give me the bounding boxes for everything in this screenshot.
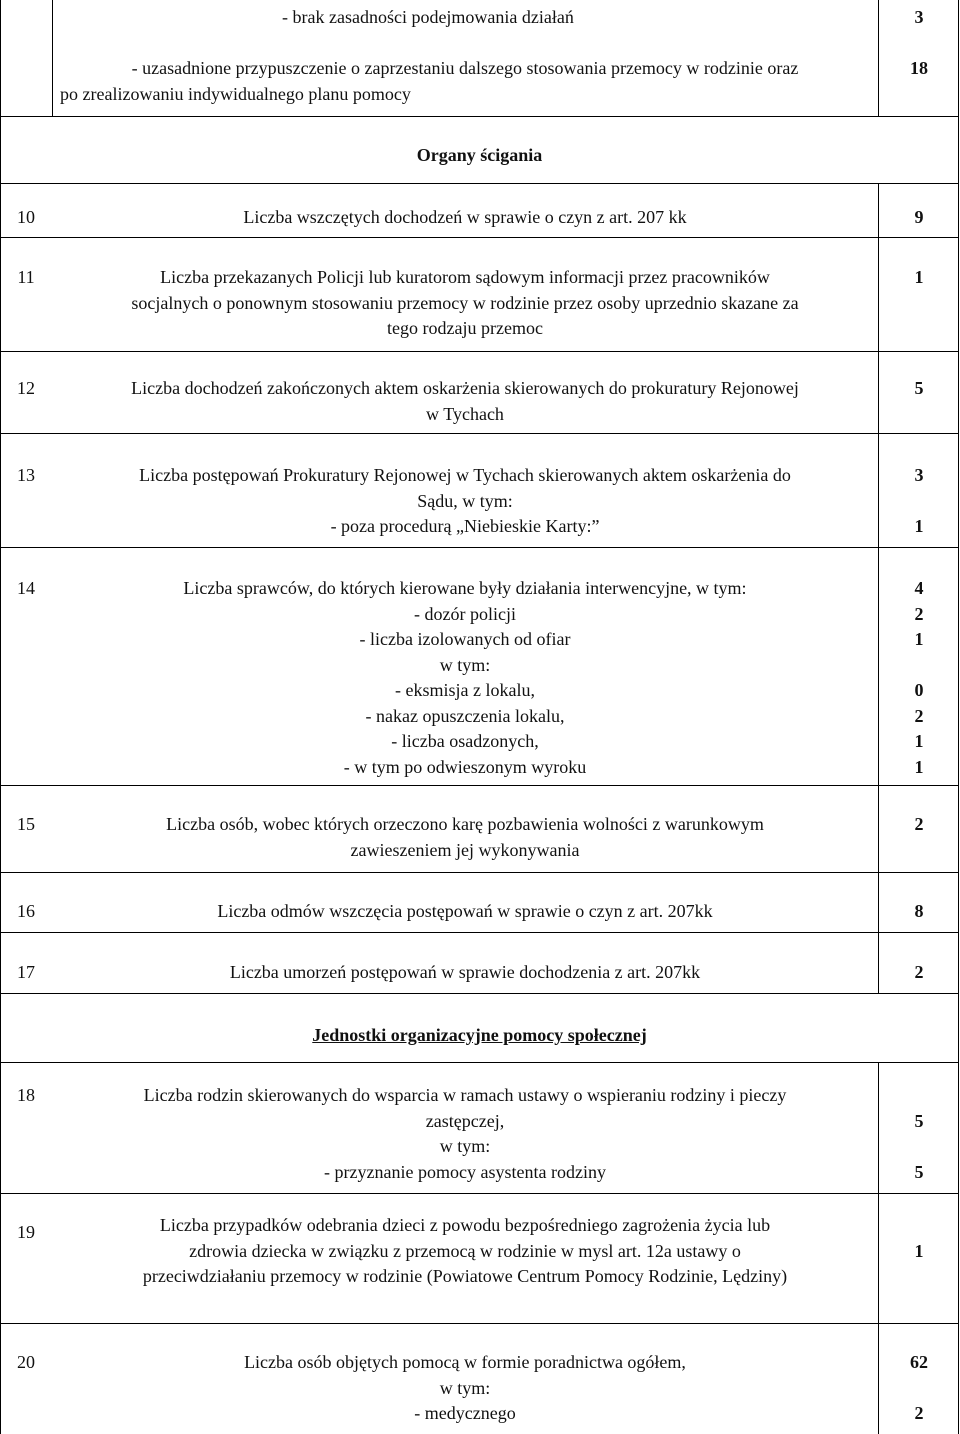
desc-line: w tym: bbox=[439, 654, 491, 675]
row-description bbox=[52, 576, 878, 780]
desc-line: zastępczej, bbox=[425, 1110, 505, 1131]
row-divider bbox=[0, 1323, 959, 1324]
row-number: 17 bbox=[17, 962, 35, 982]
desc-line: - przyznanie pomocy asystenta rodziny bbox=[324, 1161, 606, 1182]
desc-line: po zrealizowaniu indywidualnego planu pomocy bbox=[60, 83, 411, 104]
row-description bbox=[52, 1350, 878, 1427]
desc-line: Sądu, w tym: bbox=[417, 490, 513, 511]
desc-line: Liczba przekazanych Policji lub kuratorom sądowym informacji przez pracowników bbox=[160, 267, 770, 287]
value: 2 bbox=[914, 1403, 924, 1423]
row-values bbox=[879, 5, 959, 82]
row-values bbox=[879, 812, 959, 838]
desc-line: - liczba izolowanych od ofiar bbox=[359, 629, 571, 649]
row-number: 15 bbox=[17, 814, 35, 834]
desc-line: Liczba dochodzeń zakończonych aktem oskarżenia skierowanych do prokuratury Rejonowej bbox=[131, 378, 799, 398]
value: 5 bbox=[914, 1110, 924, 1131]
row-divider bbox=[0, 1062, 959, 1063]
value bbox=[879, 489, 959, 515]
value: 2 bbox=[914, 962, 924, 982]
row-number: 12 bbox=[17, 378, 35, 398]
value: 18 bbox=[910, 58, 928, 78]
row-values bbox=[879, 265, 959, 291]
desc-line: Liczba odmów wszczęcia postępowań w sprawie o czyn z art. 207kk bbox=[217, 901, 713, 921]
desc-line: - medycznego bbox=[414, 1403, 516, 1423]
row-values bbox=[879, 576, 959, 780]
row-description bbox=[52, 1213, 878, 1290]
desc-line: w tym: bbox=[439, 1136, 491, 1156]
row-number: 10 bbox=[17, 207, 35, 227]
section-heading-social bbox=[0, 1023, 959, 1048]
desc-line: zdrowia dziecka w związku z przemocą w rodzinie w mysl art. 12a ustawy o bbox=[189, 1240, 741, 1261]
desc-line: - poza procedurą „Niebieskie Karty:” bbox=[330, 516, 600, 536]
desc-line: - uzasadnione przypuszczenie o zaprzestaniu dalszego stosowania przemocy w rodzinie oraz bbox=[131, 58, 799, 78]
value: 9 bbox=[914, 207, 924, 227]
row-description bbox=[52, 812, 878, 863]
value bbox=[879, 1376, 959, 1402]
row-number: 20 bbox=[17, 1352, 35, 1372]
row-divider bbox=[0, 785, 959, 786]
row-number: 16 bbox=[17, 901, 35, 921]
desc-line: Liczba sprawców, do których kierowane były działania interwencyjne, w tym: bbox=[183, 578, 747, 598]
section-heading-social-text: Jednostki organizacyjne pomocy społecznej bbox=[312, 1025, 647, 1045]
row-number: 19 bbox=[17, 1222, 35, 1242]
row-number: 14 bbox=[17, 578, 35, 598]
desc-line: - liczba osadzonych, bbox=[391, 731, 539, 751]
row-values bbox=[879, 205, 959, 231]
value: 1 bbox=[914, 756, 924, 777]
row-divider bbox=[0, 1193, 959, 1194]
value: 1 bbox=[914, 629, 924, 649]
row-values bbox=[879, 1350, 959, 1427]
desc-line: w tym: bbox=[439, 1377, 491, 1398]
desc-line: - brak zasadności podejmowania działań bbox=[282, 7, 574, 27]
value: 1 bbox=[914, 516, 924, 536]
desc-line: Liczba wszczętych dochodzeń w sprawie o czyn z art. 207 kk bbox=[243, 207, 687, 227]
row-divider bbox=[0, 433, 959, 434]
value bbox=[879, 1134, 959, 1160]
row-values bbox=[879, 376, 959, 402]
row-description bbox=[52, 376, 878, 427]
desc-line: - w tym po odwieszonym wyroku bbox=[343, 756, 587, 777]
value bbox=[879, 1213, 959, 1239]
row-divider bbox=[0, 351, 959, 352]
desc-line: - nakaz opuszczenia lokalu, bbox=[365, 705, 565, 726]
desc-line: Liczba osób, wobec których orzeczono karę pozbawienia wolności z warunkowym bbox=[166, 814, 764, 834]
value bbox=[879, 653, 959, 679]
value: 62 bbox=[910, 1352, 928, 1372]
value: 3 bbox=[914, 465, 924, 485]
value: 1 bbox=[914, 1240, 924, 1261]
row-description bbox=[52, 265, 878, 342]
value: 0 bbox=[914, 680, 924, 700]
desc-line: Liczba umorzeń postępowań w sprawie dochodzenia z art. 207kk bbox=[229, 962, 701, 982]
row-divider bbox=[0, 237, 959, 238]
desc-line bbox=[52, 31, 878, 57]
desc-line: tego rodzaju przemoc bbox=[387, 318, 543, 338]
desc-line: - eksmisja z lokalu, bbox=[395, 680, 535, 700]
row-values bbox=[879, 960, 959, 986]
desc-line: socjalnych o ponownym stosowaniu przemocy w rodzinie przez osoby uprzednio skazane za bbox=[131, 292, 799, 313]
desc-line: w Tychach bbox=[426, 403, 504, 424]
value: 1 bbox=[914, 731, 924, 751]
row-values bbox=[879, 899, 959, 925]
row-number: 11 bbox=[17, 267, 35, 287]
value: 4 bbox=[914, 578, 924, 598]
row-description bbox=[52, 205, 878, 231]
row-divider bbox=[0, 872, 959, 873]
row-description bbox=[52, 1083, 878, 1185]
row-description bbox=[52, 899, 878, 925]
row-values bbox=[879, 1083, 959, 1185]
value: 5 bbox=[914, 378, 924, 398]
row-divider bbox=[0, 932, 959, 933]
section-heading-police: Organy ścigania bbox=[416, 145, 543, 165]
row-values bbox=[879, 1213, 959, 1264]
desc-line: przeciwdziałaniu przemocy w rodzinie (Powiatowe Centrum Pomocy Rodzinie, Lędziny) bbox=[142, 1266, 788, 1286]
desc-line: Liczba przypadków odebrania dzieci z powodu bezpośredniego zagrożenia życia lub bbox=[159, 1215, 771, 1235]
value: 2 bbox=[914, 705, 924, 726]
desc-line: - dozór policji bbox=[414, 603, 516, 624]
value: 8 bbox=[914, 901, 924, 921]
row-divider bbox=[0, 183, 959, 184]
row-divider bbox=[0, 116, 959, 117]
row-number: 13 bbox=[17, 465, 35, 485]
desc-line: Liczba rodzin skierowanych do wsparcia w ramach ustawy o wspieraniu rodziny i pieczy bbox=[143, 1085, 787, 1105]
desc-line: Liczba osób objętych pomocą w formie poradnictwa ogółem, bbox=[244, 1352, 686, 1372]
desc-line: Liczba postępowań Prokuratury Rejonowej w Tychach skierowanych aktem oskarżenia do bbox=[139, 465, 791, 485]
value: 2 bbox=[914, 603, 924, 624]
row-divider bbox=[0, 993, 959, 994]
value bbox=[879, 1083, 959, 1109]
value: 2 bbox=[914, 814, 924, 834]
desc-line: zawieszeniem jej wykonywania bbox=[350, 839, 580, 860]
row-divider bbox=[0, 547, 959, 548]
value: 1 bbox=[914, 267, 924, 287]
row-values bbox=[879, 463, 959, 540]
row-description bbox=[52, 960, 878, 986]
value: 5 bbox=[914, 1161, 924, 1182]
value bbox=[879, 31, 959, 57]
row-number: 18 bbox=[17, 1085, 35, 1105]
row-description bbox=[52, 5, 878, 107]
row-description bbox=[52, 463, 878, 540]
value: 3 bbox=[914, 7, 924, 27]
